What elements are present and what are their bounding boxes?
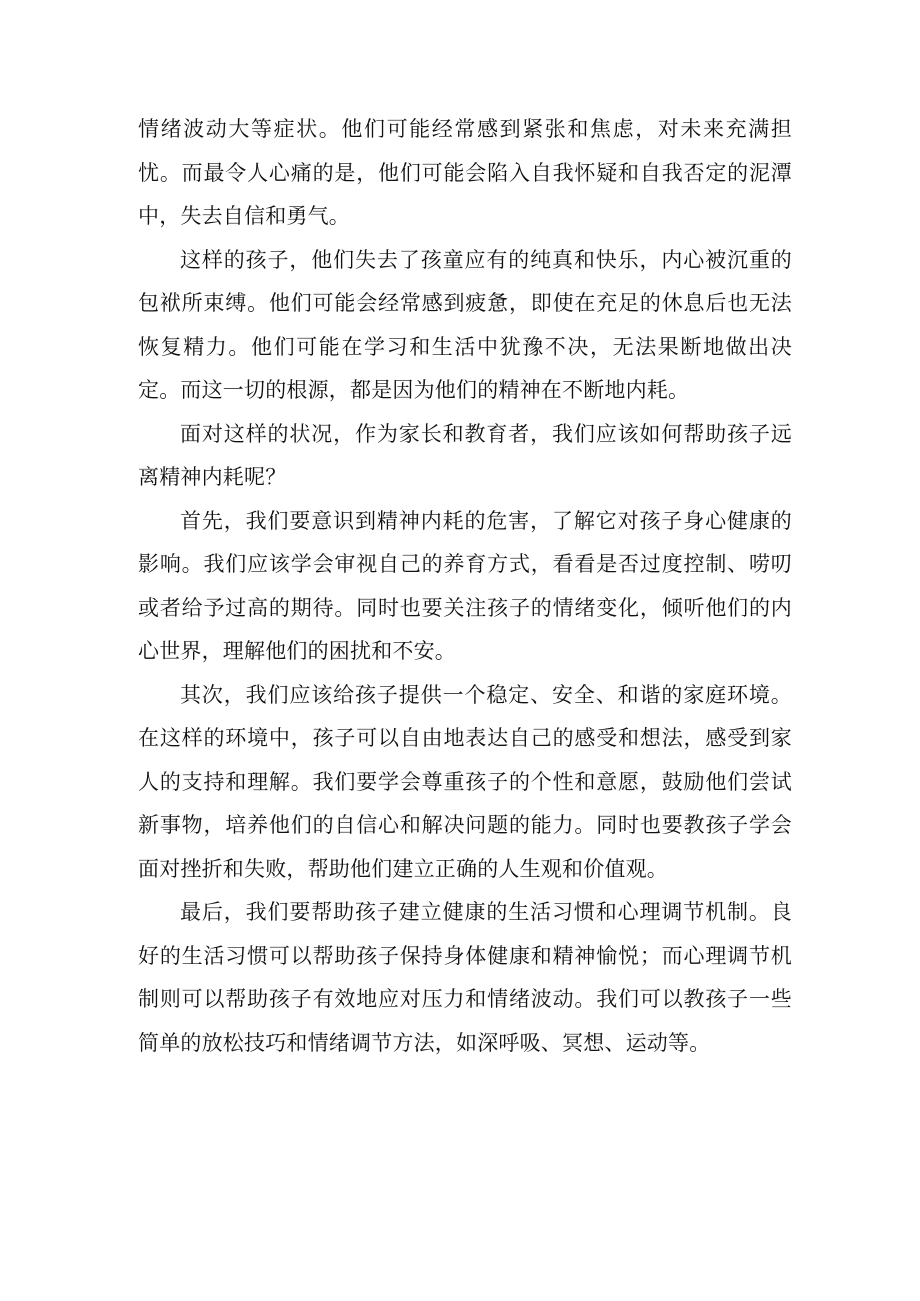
- paragraph-6: 最后，我们要帮助孩子建立健康的生活习惯和心理调节机制。良好的生活习惯可以帮助孩子保持身体健康和精神愉悦；而心理调节机制则可以帮助孩子有效地应对压力和情绪波动。我们可以教孩子一些简单的放松技巧和情绪调节方法，如深呼吸、冥想、运动等。: [138, 900, 792, 1055]
- paragraph-4: 首先，我们要意识到精神内耗的危害，了解它对孩子身心健康的影响。我们应该学会审视自己的养育方式，看看是否过度控制、唠叨或者给予过高的期待。同时也要关注孩子的情绪变化，倾听他们的内心世界，理解他们的困扰和不安。: [138, 508, 792, 663]
- paragraph-5: 其次，我们应该给孩子提供一个稳定、安全、和谐的家庭环境。在这样的环境中，孩子可以自由地表达自己的感受和想法，感受到家人的支持和理解。我们要学会尊重孩子的个性和意愿，鼓励他们尝试新事物，培养他们的自信心和解决问题的能力。同时也要教孩子学会面对挫折和失败，帮助他们建立正确的人生观和价值观。: [138, 682, 792, 881]
- paragraph-3: 面对这样的状况，作为家长和教育者，我们应该如何帮助孩子远离精神内耗呢？: [138, 421, 792, 489]
- paragraph-1: 情绪波动大等症状。他们可能经常感到紧张和焦虑，对未来充满担忧。而最令人心痛的是，他们可能会陷入自我怀疑和自我否定的泥潭中，失去自信和勇气。: [138, 117, 792, 228]
- body-text: [138, 108, 792, 1065]
- paragraph-2: 这样的孩子，他们失去了孩童应有的纯真和快乐，内心被沉重的包袱所束缚。他们可能会经常感到疲惫，即使在充足的休息后也无法恢复精力。他们可能在学习和生活中犹豫不决，无法果断地做出决定。而这一切的根源，都是因为他们的精神在不断地内耗。: [138, 247, 792, 402]
